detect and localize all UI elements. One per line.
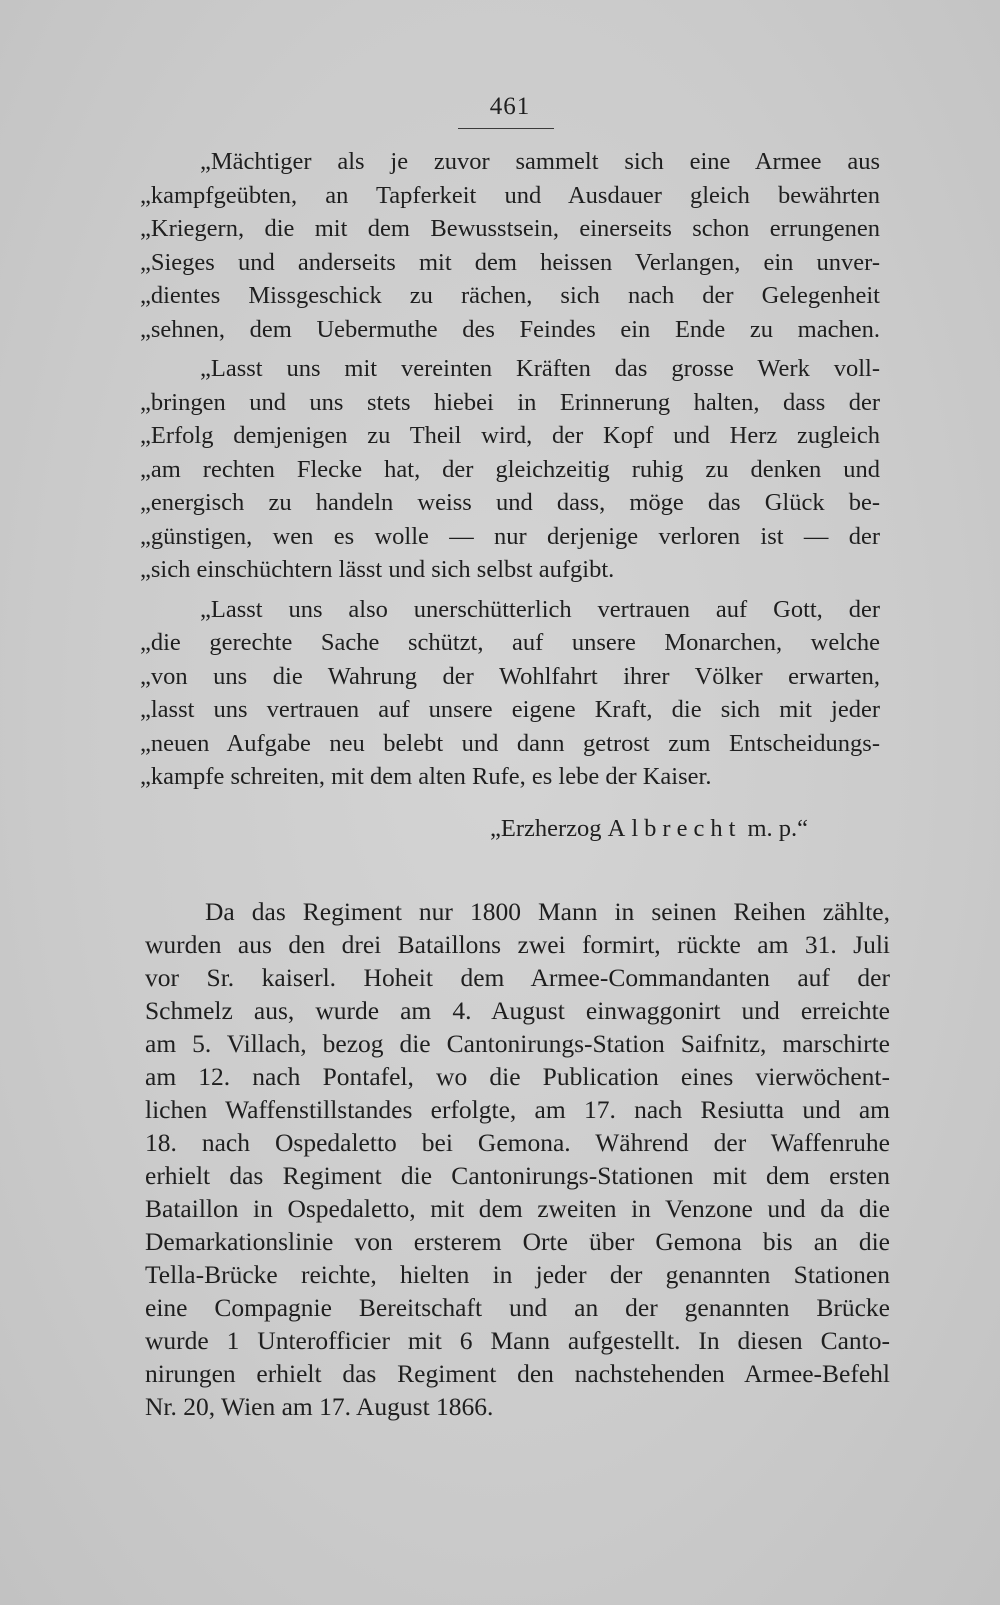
text-line: „Kriegern, die mit dem Bewusstsein, einerseits schon errungenen [140,215,880,242]
signature-prefix: „Erzherzog [490,815,602,842]
quote-paragraph-3 [140,593,880,794]
text-line: „günstigen, wen es wolle — nur derjenige verloren ist — der [140,522,880,550]
text-line: eine Compagnie Bereitschaft und an der genannten Brücke [145,1293,890,1322]
text-line: Da das Regiment nur 1800 Mann in seinen Reihen zählte, [205,897,890,926]
text-line: „sich einschüchtern lässt und sich selbst aufgibt. [140,556,615,583]
text-line: „dientes Missgeschick zu rächen, sich nach der Gelegenheit [140,282,880,309]
text-line: lichen Waffenstillstandes erfolgte, am 17. nach Resiutta und am [145,1095,890,1124]
text-line: „die gerechte Sache schützt, auf unsere Monarchen, welche [140,629,880,656]
text-line: wurden aus den drei Bataillons zwei formirt, rückte am 31. Juli [145,930,890,959]
page-number-rule [458,128,554,129]
text-line: „lasst uns vertrauen auf unsere eigene Kraft, die sich mit jeder [140,696,880,723]
text-line: „von uns die Wahrung der Wohlfahrt ihrer Völker erwarten, [140,662,880,690]
text-line: „Sieges und anderseits mit dem heissen Verlangen, ein unver- [140,248,880,276]
text-line: wurde 1 Unterofficier mit 6 Mann aufgestellt. In diesen Canto- [145,1326,890,1355]
text-line: „neuen Aufgabe neu belebt und dann getrost zum Entscheidungs- [140,729,880,757]
text-line: „sehnen, dem Uebermuthe des Feindes ein Ende zu machen. [140,315,880,343]
text-line: „bringen und uns stets hiebei in Erinnerung halten, dass der [140,388,880,416]
text-line: Nr. 20, Wien am 17. August 1866. [145,1392,494,1421]
text-line: „am rechten Flecke hat, der gleichzeitig ruhig zu denken und [140,455,880,483]
text-line: Tella-Brücke reichte, hielten in jeder der genannten Stationen [145,1260,890,1289]
text-line: „energisch zu handeln weiss und dass, möge das Glück be- [140,489,880,516]
text-line: „Lasst uns also unerschütterlich vertrauen auf Gott, der [200,595,880,623]
text-line: nirungen erhielt das Regiment den nachstehenden Armee-Befehl [145,1359,890,1388]
page-number: 461 [489,93,531,120]
text-line: „kampfgeübten, an Tapferkeit und Ausdauer gleich bewährten [140,181,880,209]
text-line: vor Sr. kaiserl. Hoheit dem Armee-Commandanten auf der [145,963,890,992]
quote-paragraph-2 [140,352,880,587]
text-line: am 5. Villach, bezog die Cantonirungs-Station Saifnitz, marschirte [145,1029,890,1058]
quote-paragraph-1 [140,145,880,346]
signature-suffix: m. p.“ [747,815,809,842]
text-line: Demarkationslinie von ersterem Orte über Gemona bis an die [145,1227,890,1256]
text-line: „Erfolg demjenigen zu Theil wird, der Kopf und Herz zugleich [140,422,880,449]
text-line: 18. nach Ospedaletto bei Gemona. Während der Waffenruhe [145,1128,890,1157]
text-line: „Mächtiger als je zuvor sammelt sich eine Armee aus [200,148,880,175]
text-line: „kampfe schreiten, mit dem alten Rufe, es lebe der Kaiser. [140,763,712,790]
text-line: erhielt das Regiment die Cantonirungs-Stationen mit dem ersten [145,1161,890,1190]
body-paragraph [145,895,890,1423]
signature-line [490,815,808,843]
text-line: Schmelz aus, wurde am 4. August einwaggonirt und erreichte [145,996,890,1025]
text-line: „Lasst uns mit vereinten Kräften das grosse Werk voll- [200,355,880,382]
text-line: am 12. nach Pontafel, wo die Publication eines vierwöchent- [145,1062,890,1091]
quoted-address [140,145,880,800]
signature-name: Albrecht [607,815,742,842]
text-line: Bataillon in Ospedaletto, mit dem zweiten in Venzone und da die [145,1194,890,1223]
